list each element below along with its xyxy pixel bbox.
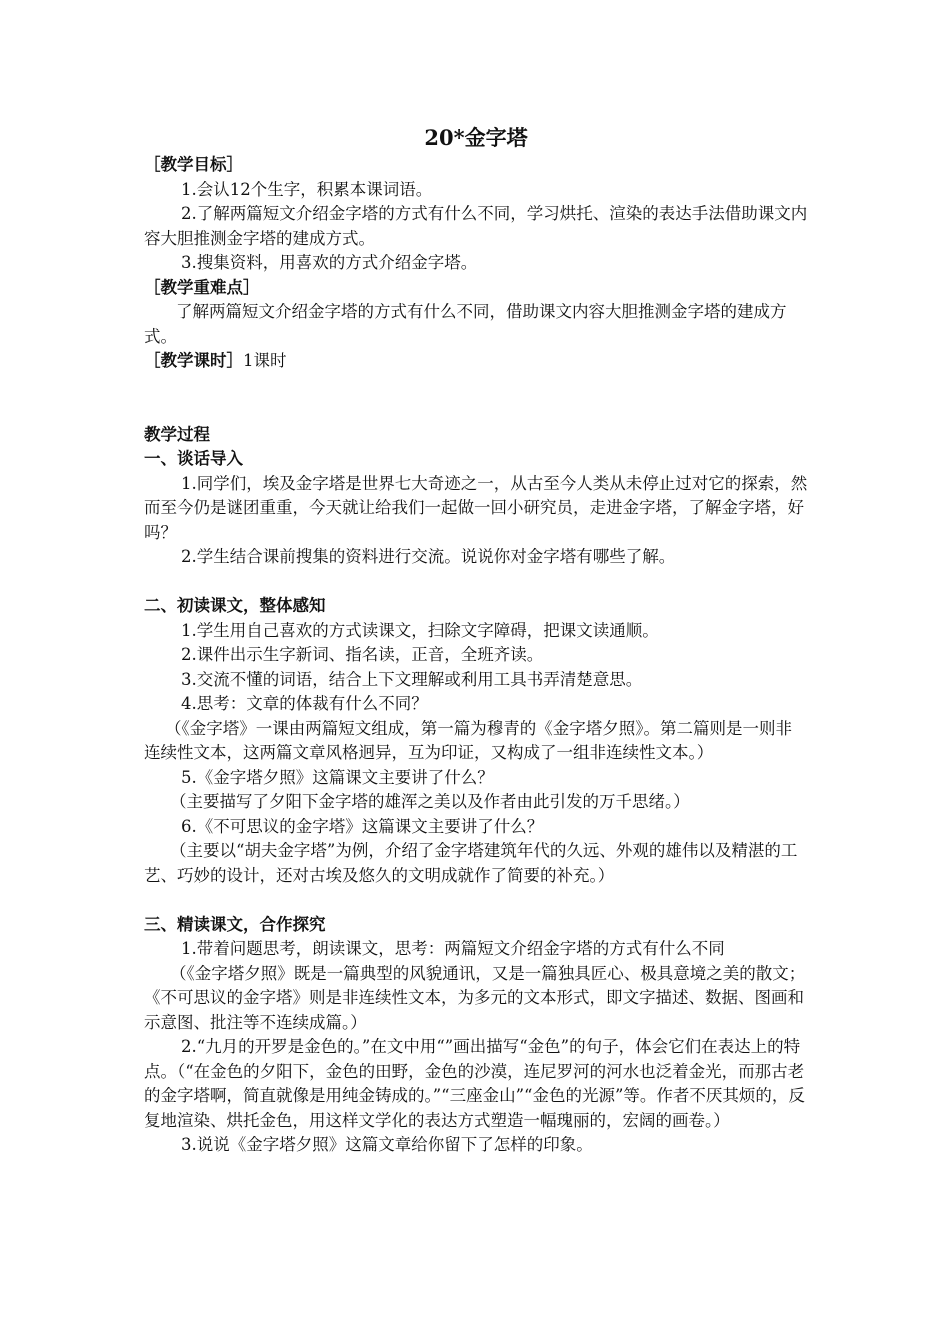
section2-item: 2.课件出示生字新词、指名读，正音，全班齐读。 <box>181 645 544 664</box>
section-heading: 三、精读课文，合作探究 <box>144 914 326 934</box>
goal-item: 2.了解两篇短文介绍金字塔的方式有什么不同，学习烘托、渲染的表达手法借助课文内容大胆推测金字塔的建成方式。 <box>144 204 808 248</box>
hours-value: 1课时 <box>243 351 287 370</box>
goal-item: 3.搜集资料，用喜欢的方式介绍金字塔。 <box>181 253 478 272</box>
key-points-heading: ［教学重难点］ <box>144 277 260 297</box>
section2-answer: （主要描写了夕阳下金字塔的雄浑之美以及作者由此引发的万千思绪。） <box>170 792 690 811</box>
hours-line <box>144 349 808 374</box>
section3-item: 2.“九月的开罗是金色的。”在文中用“”画出描写“金色”的句子，体会它们在表达上的特点。（“在金色的夕阳下，金色的田野，金色的沙漠，连尼罗河的河水也泛着金光，而那古老的金字塔啊，简直就像是用纯金铸成的。”“三座金山”“金色的光源”等。作者不厌其烦的，反复地渲染、烘托金色，用这样文学化的表达方式塑造一幅瑰丽的，宏阔的画卷。） <box>144 1037 805 1130</box>
section2-item: 3.交流不懂的词语，结合上下文理解或利用工具书弄清楚意思。 <box>181 669 643 689</box>
section2-item: 4.思考：文章的体裁有什么不同？ <box>181 694 428 713</box>
page-title: 20*金字塔 <box>424 125 528 150</box>
section-heading: 一、谈话导入 <box>144 449 243 468</box>
section3-item: 1.带着问题思考，朗读课文，思考：两篇短文介绍金字塔的方式有什么不同 <box>181 939 725 958</box>
section3-answer: （《金字塔夕照》既是一篇典型的风貌通讯，又是一篇独具匠心、极具意境之美的散文；《不可思议的金字塔》则是非连续性文本，为多元的文本形式，即文字描述、数据、图画和示意图、批注等不连续成篇。） <box>144 963 806 1032</box>
goals-heading: ［教学目标］ <box>144 155 243 174</box>
section1-item: 2.学生结合课前搜集的资料进行交流。说说你对金字塔有哪些了解。 <box>181 547 676 566</box>
section2-answer: （《金字塔》一课由两篇短文组成，第一篇为穆青的《金字塔夕照》。第二篇则是一则非连续性文本，这两篇文章风格迥异，互为印证，又构成了一组非连续性文本。） <box>144 718 792 762</box>
section2-answer: （主要以“胡夫金字塔”为例，介绍了金字塔建筑年代的久远、外观的雄伟以及精湛的工艺、巧妙的设计，还对古埃及悠久的文明成就作了简要的补充。） <box>144 841 798 885</box>
section1-item: 1.同学们，埃及金字塔是世界七大奇迹之一，从古至今人类从未停止过对它的探索，然而至今仍是谜团重重，今天就让给我们一起做一回小研究员，走进金字塔，了解金字塔，好吗？ <box>144 473 808 542</box>
process-heading: 教学过程 <box>144 424 210 444</box>
section2-item: 5.《金字塔夕照》这篇课文主要讲了什么？ <box>181 767 494 787</box>
key-points-text: 了解两篇短文介绍金字塔的方式有什么不同，借助课文内容大胆推测金字塔的建成方式。 <box>144 302 787 346</box>
section-heading: 二、初读课文，整体感知 <box>144 596 326 615</box>
lesson-plan-page <box>144 123 808 1158</box>
section3-item: 3.说说《金字塔夕照》这篇文章给你留下了怎样的印象。 <box>181 1135 593 1154</box>
goal-item: 1.会认12个生字，积累本课词语。 <box>181 179 433 199</box>
hours-heading: ［教学课时］ <box>144 351 243 370</box>
section2-item: 6.《不可思议的金字塔》这篇课文主要讲了什么？ <box>181 816 544 836</box>
section2-item: 1.学生用自己喜欢的方式读课文，扫除文字障碍，把课文读通顺。 <box>181 620 659 640</box>
